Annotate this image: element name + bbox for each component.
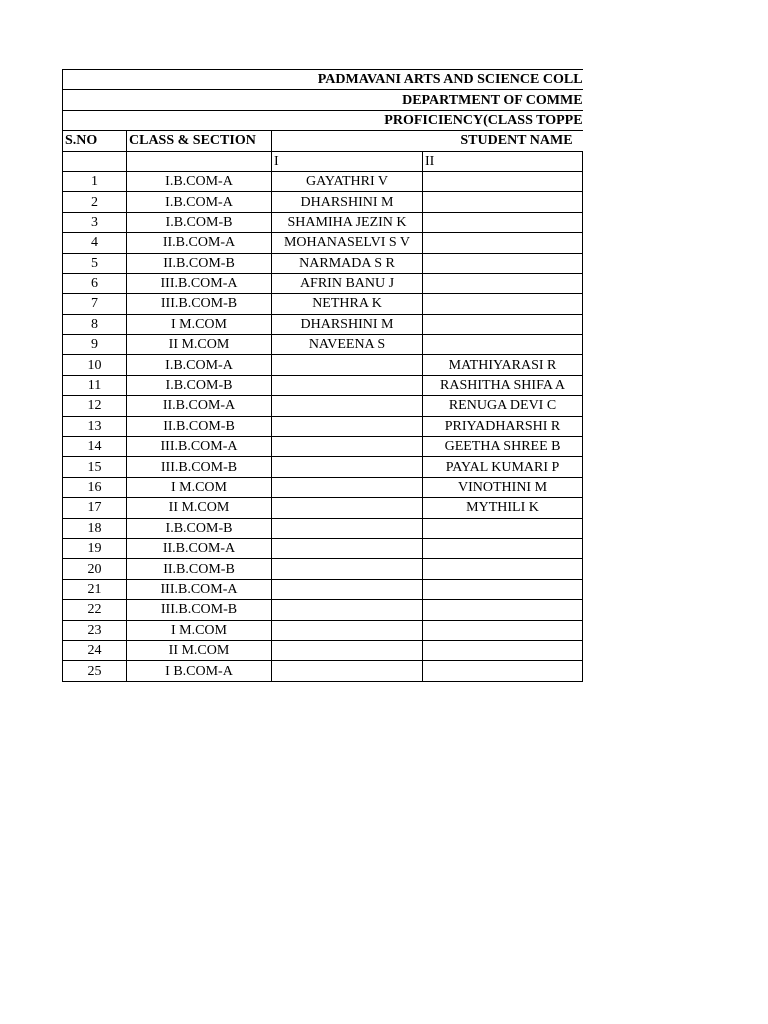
student-name-1-cell: [272, 559, 423, 579]
student-name-1-cell: [272, 518, 423, 538]
class-section-cell: I.B.COM-B: [127, 212, 272, 232]
student-name-2-cell: [423, 620, 583, 640]
student-name-2-cell: MATHIYARASI R: [423, 355, 583, 375]
class-section-cell: II.B.COM-A: [127, 233, 272, 253]
title-row-1: [63, 70, 583, 90]
class-section-cell: III.B.COM-A: [127, 579, 272, 599]
department-title: DEPARTMENT OF COMME: [63, 90, 583, 110]
sno-subheader-empty: [63, 151, 127, 171]
sno-cell: 5: [63, 253, 127, 273]
student-name-2-cell: [423, 273, 583, 293]
class-section-cell: I.B.COM-B: [127, 518, 272, 538]
student-name-1-cell: [272, 498, 423, 518]
table-row: [63, 620, 583, 640]
table-row: [63, 396, 583, 416]
table-row: [63, 437, 583, 457]
student-name-2-cell: [423, 294, 583, 314]
class-section-cell: I.B.COM-A: [127, 171, 272, 191]
class-section-cell: I B.COM-A: [127, 661, 272, 681]
table-row: [63, 355, 583, 375]
student-name-1-cell: DHARSHINI M: [272, 192, 423, 212]
sno-cell: 7: [63, 294, 127, 314]
student-name-1-cell: [272, 437, 423, 457]
table-row: [63, 294, 583, 314]
class-section-cell: I M.COM: [127, 477, 272, 497]
student-name-2-cell: [423, 538, 583, 558]
student-name-1-cell: GAYATHRI V: [272, 171, 423, 191]
student-name-2-cell: GEETHA SHREE B: [423, 437, 583, 457]
table-row: [63, 273, 583, 293]
table-row: [63, 212, 583, 232]
student-name-2-cell: [423, 314, 583, 334]
sno-cell: 12: [63, 396, 127, 416]
table-row: [63, 233, 583, 253]
student-name-1-cell: SHAMIHA JEZIN K: [272, 212, 423, 232]
sno-cell: 19: [63, 538, 127, 558]
student-name-2-cell: [423, 579, 583, 599]
student-name-2-cell: [423, 335, 583, 355]
table-row: [63, 640, 583, 660]
student-name-2-cell: RASHITHA SHIFA A: [423, 375, 583, 395]
proficiency-table: [62, 69, 583, 682]
student-name-1-cell: [272, 579, 423, 599]
sno-cell: 8: [63, 314, 127, 334]
table-row: [63, 416, 583, 436]
student-name-2-cell: RENUGA DEVI C: [423, 396, 583, 416]
student-name-1-cell: [272, 396, 423, 416]
sno-cell: 6: [63, 273, 127, 293]
proficiency-title: PROFICIENCY(CLASS TOPPE: [63, 110, 583, 130]
table-row: [63, 518, 583, 538]
table-row: [63, 498, 583, 518]
table-row: [63, 559, 583, 579]
class-section-cell: I.B.COM-B: [127, 375, 272, 395]
table-row: [63, 171, 583, 191]
table-row: [63, 579, 583, 599]
sno-cell: 17: [63, 498, 127, 518]
sno-cell: 25: [63, 661, 127, 681]
student-name-1-cell: [272, 640, 423, 660]
table-row: [63, 314, 583, 334]
student-name-1-cell: [272, 538, 423, 558]
student-name-2-cell: [423, 518, 583, 538]
sno-header: S.NO: [63, 131, 127, 151]
student-name-2-cell: [423, 171, 583, 191]
class-section-cell: III.B.COM-A: [127, 273, 272, 293]
table-row: [63, 335, 583, 355]
class-section-cell: II M.COM: [127, 640, 272, 660]
sno-cell: 9: [63, 335, 127, 355]
table-row: [63, 600, 583, 620]
class-section-cell: I M.COM: [127, 314, 272, 334]
sno-cell: 13: [63, 416, 127, 436]
student-name-1-cell: [272, 620, 423, 640]
student-name-1-cell: AFRIN BANU J: [272, 273, 423, 293]
student-col-2-header: II: [423, 151, 583, 171]
title-row-3: [63, 110, 583, 130]
sno-cell: 11: [63, 375, 127, 395]
table-row: [63, 477, 583, 497]
table-row: [63, 253, 583, 273]
class-subheader-empty: [127, 151, 272, 171]
sno-cell: 1: [63, 171, 127, 191]
class-section-cell: III.B.COM-A: [127, 437, 272, 457]
class-section-cell: III.B.COM-B: [127, 600, 272, 620]
student-name-2-cell: [423, 661, 583, 681]
student-name-2-cell: [423, 233, 583, 253]
sno-cell: 21: [63, 579, 127, 599]
class-section-header: CLASS & SECTION: [127, 131, 272, 151]
table-row: [63, 457, 583, 477]
class-section-cell: III.B.COM-B: [127, 457, 272, 477]
student-name-1-cell: [272, 416, 423, 436]
student-name-2-cell: MYTHILI K: [423, 498, 583, 518]
sno-cell: 14: [63, 437, 127, 457]
sno-cell: 20: [63, 559, 127, 579]
student-name-2-cell: VINOTHINI M: [423, 477, 583, 497]
student-name-2-cell: [423, 192, 583, 212]
student-name-1-cell: MOHANASELVI S V: [272, 233, 423, 253]
student-name-2-cell: [423, 212, 583, 232]
sno-cell: 22: [63, 600, 127, 620]
student-name-2-cell: PRIYADHARSHI R: [423, 416, 583, 436]
class-section-cell: II.B.COM-B: [127, 416, 272, 436]
table-row: [63, 192, 583, 212]
class-section-cell: II.B.COM-B: [127, 253, 272, 273]
student-name-1-cell: NAVEENA S: [272, 335, 423, 355]
student-name-2-cell: [423, 600, 583, 620]
sno-cell: 18: [63, 518, 127, 538]
student-name-1-cell: [272, 457, 423, 477]
sno-cell: 16: [63, 477, 127, 497]
student-name-1-cell: [272, 355, 423, 375]
subheader-row: [63, 151, 583, 171]
sno-cell: 4: [63, 233, 127, 253]
student-name-1-cell: [272, 477, 423, 497]
student-name-1-cell: NARMADA S R: [272, 253, 423, 273]
class-section-cell: II.B.COM-A: [127, 538, 272, 558]
class-section-cell: II M.COM: [127, 335, 272, 355]
class-section-cell: I M.COM: [127, 620, 272, 640]
class-section-cell: III.B.COM-B: [127, 294, 272, 314]
table-row: [63, 661, 583, 681]
student-name-2-cell: PAYAL KUMARI P: [423, 457, 583, 477]
title-row-2: [63, 90, 583, 110]
student-name-1-cell: NETHRA K: [272, 294, 423, 314]
college-title: PADMAVANI ARTS AND SCIENCE COLL: [63, 70, 583, 90]
class-section-cell: II.B.COM-A: [127, 396, 272, 416]
student-col-1-header: I: [272, 151, 423, 171]
class-section-cell: I.B.COM-A: [127, 355, 272, 375]
student-name-2-cell: [423, 253, 583, 273]
student-name-2-cell: [423, 559, 583, 579]
student-name-header: STUDENT NAME: [272, 131, 583, 151]
student-name-1-cell: [272, 661, 423, 681]
sno-cell: 2: [63, 192, 127, 212]
student-name-1-cell: DHARSHINI M: [272, 314, 423, 334]
sno-cell: 3: [63, 212, 127, 232]
header-row: [63, 131, 583, 151]
sno-cell: 24: [63, 640, 127, 660]
student-name-1-cell: [272, 375, 423, 395]
sno-cell: 23: [63, 620, 127, 640]
student-name-2-cell: [423, 640, 583, 660]
class-section-cell: II.B.COM-B: [127, 559, 272, 579]
student-name-1-cell: [272, 600, 423, 620]
table-row: [63, 375, 583, 395]
class-section-cell: I.B.COM-A: [127, 192, 272, 212]
class-section-cell: II M.COM: [127, 498, 272, 518]
table-row: [63, 538, 583, 558]
sno-cell: 10: [63, 355, 127, 375]
sno-cell: 15: [63, 457, 127, 477]
